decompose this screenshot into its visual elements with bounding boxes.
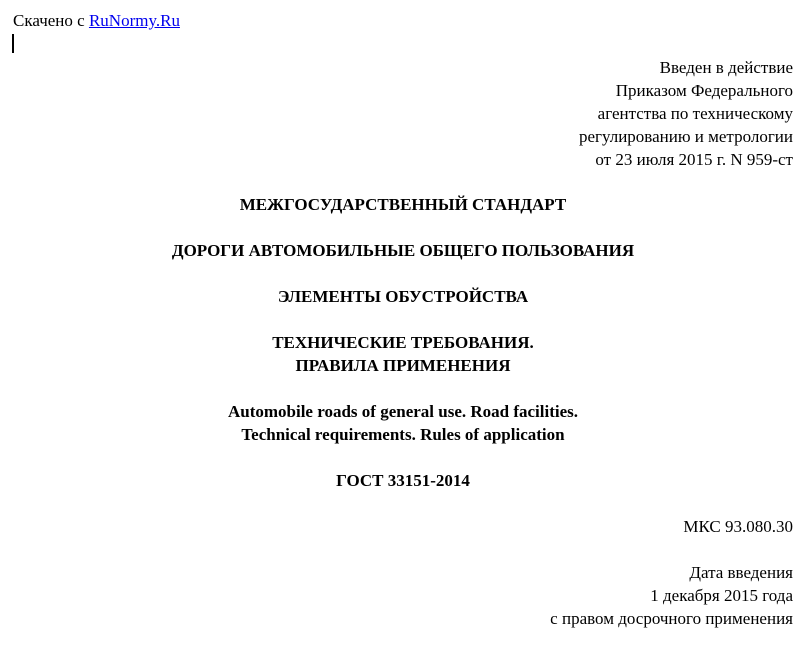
- title-line: ДОРОГИ АВТОМОБИЛЬНЫЕ ОБЩЕГО ПОЛЬЗОВАНИЯ: [171, 241, 635, 260]
- gost-number-heading: [0, 469, 799, 492]
- introduction-block: [550, 561, 793, 630]
- source-line: [13, 9, 180, 32]
- classification-block: [683, 515, 793, 538]
- introduction-line: 1 декабря 2015 года: [650, 586, 793, 605]
- title-line: ЭЛЕМЕНТЫ ОБУСТРОЙСТВА: [277, 287, 529, 306]
- english-title-line: Automobile roads of general use. Road facilities.: [227, 402, 579, 421]
- mks-code: МКС 93.080.30: [683, 517, 793, 536]
- title-heading-1: [0, 239, 799, 262]
- enactment-block: [579, 56, 793, 171]
- source-prefix: Скачено с: [13, 11, 89, 30]
- introduction-line: с правом досрочного применения: [550, 609, 793, 628]
- title-heading-2: [0, 285, 799, 308]
- text-cursor: [12, 34, 14, 53]
- english-title-line: Technical requirements. Rules of application: [241, 425, 565, 444]
- enactment-line: от 23 июля 2015 г. N 959-ст: [595, 150, 793, 169]
- title-line: ПРАВИЛА ПРИМЕНЕНИЯ: [295, 356, 511, 375]
- enactment-line: агентства по техническому: [597, 104, 793, 123]
- title-line: ТЕХНИЧЕСКИЕ ТРЕБОВАНИЯ.: [272, 333, 534, 352]
- enactment-line: Приказом Федерального: [615, 81, 793, 100]
- source-link[interactable]: RuNormy.Ru: [88, 11, 180, 30]
- title-heading-3: [0, 331, 799, 377]
- english-title: [0, 400, 799, 446]
- enactment-line: Введен в действие: [659, 58, 793, 77]
- gost-number: ГОСТ 33151-2014: [336, 471, 470, 490]
- introduction-line: Дата введения: [689, 563, 793, 582]
- enactment-line: регулированию и метрологии: [578, 127, 793, 146]
- standard-type: МЕЖГОСУДАРСТВЕННЫЙ СТАНДАРТ: [239, 195, 567, 214]
- standard-type-heading: [0, 193, 799, 216]
